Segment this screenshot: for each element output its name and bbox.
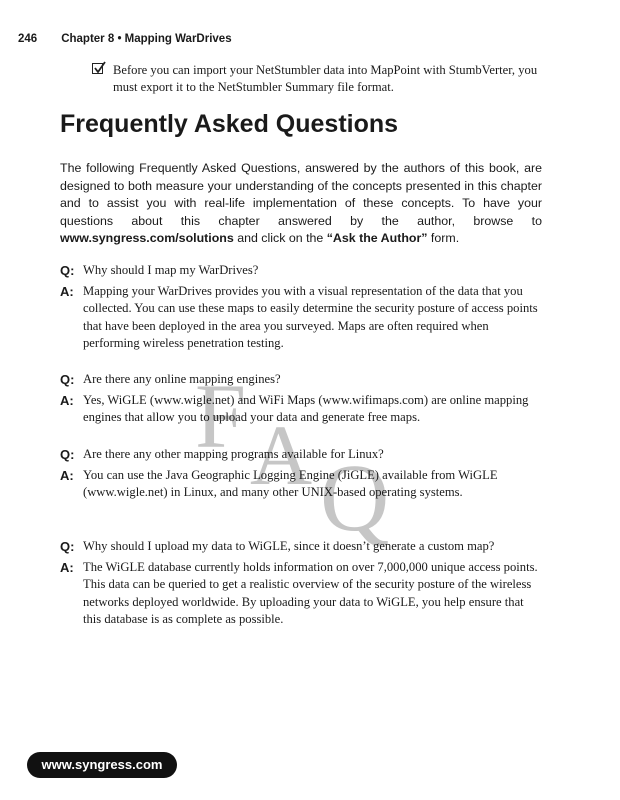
checkbox-icon	[92, 63, 103, 74]
page-number: 246	[18, 33, 38, 45]
answer-label: A:	[60, 392, 74, 408]
intro-text-3: form.	[427, 231, 460, 245]
answer-label: A:	[60, 283, 74, 299]
question-label: Q:	[60, 539, 75, 554]
faq-item	[60, 262, 542, 353]
answer-text: Mapping your WarDrives provides you with a visual representation of the data that you collected. You can use these maps to easily determine the security posture of access points that have been deployed in the area you surveyed. Maps are often required when performing wireless penetration testing.	[83, 283, 538, 350]
intro-text-2: and click on the	[233, 231, 327, 245]
question	[60, 371, 542, 389]
answer	[60, 392, 542, 427]
intro-paragraph	[60, 160, 542, 248]
question	[60, 538, 542, 556]
page-header	[18, 33, 232, 45]
answer	[60, 283, 542, 353]
answer	[60, 467, 542, 502]
faq-item	[60, 538, 542, 629]
question	[60, 446, 542, 464]
answer	[60, 559, 542, 629]
question-text: Are there any online mapping engines?	[83, 372, 281, 386]
question-text: Why should I map my WarDrives?	[83, 263, 259, 277]
faq-item	[60, 446, 542, 502]
watermark-letter-a: A	[250, 407, 313, 503]
answer-text: You can use the Java Geographic Logging Engine (JiGLE) available from WiGLE (www.wigle.net) in Linux, and many other UNIX-based operating systems.	[83, 467, 498, 499]
answer-text: Yes, WiGLE (www.wigle.net) and WiFi Maps (www.wifimaps.com) are online mapping engines that allow you to upload your data and generate free maps.	[83, 392, 529, 424]
section-title: Frequently Asked Questions	[60, 110, 399, 138]
question-label: Q:	[60, 447, 75, 462]
chapter-title: Chapter 8 • Mapping WarDrives	[61, 33, 232, 45]
question-label: Q:	[60, 263, 75, 278]
answer-label: A:	[60, 467, 74, 483]
solutions-link[interactable]: www.syngress.com/solutions	[60, 231, 234, 245]
question-text: Are there any other mapping programs available for Linux?	[83, 447, 384, 461]
answer-text: The WiGLE database currently holds information on over 7,000,000 unique access points. This data can be queried to get a realistic overview of the security posture of the wireless networks deployed worldwide. By uploading your data to WiGLE, you help ensure that this database is as complete as possible.	[83, 559, 538, 626]
intro-text-1: The following Frequently Asked Questions, answered by the authors of this book, are designed to both measure your understanding of the concepts presented in this chapter and to assist you with real-life implementation of these concepts. To have your questions about this chapter answered by the author, browse to	[60, 161, 542, 228]
question	[60, 262, 542, 280]
ask-the-author: “Ask the Author”	[326, 231, 428, 245]
watermark-letter-f: F	[195, 365, 247, 467]
answer-label: A:	[60, 559, 74, 575]
question-text: Why should I upload my data to WiGLE, since it doesn’t generate a custom map?	[83, 539, 495, 553]
question-label: Q:	[60, 372, 75, 387]
watermark-letter-q: Q	[320, 444, 390, 551]
faq-item	[60, 371, 542, 427]
footer-website-badge[interactable]: www.syngress.com	[27, 752, 177, 778]
bullet-text: Before you can import your NetStumbler data into MapPoint with StumbVerter, you must export it to the NetStumbler Summary file format.	[113, 63, 538, 94]
